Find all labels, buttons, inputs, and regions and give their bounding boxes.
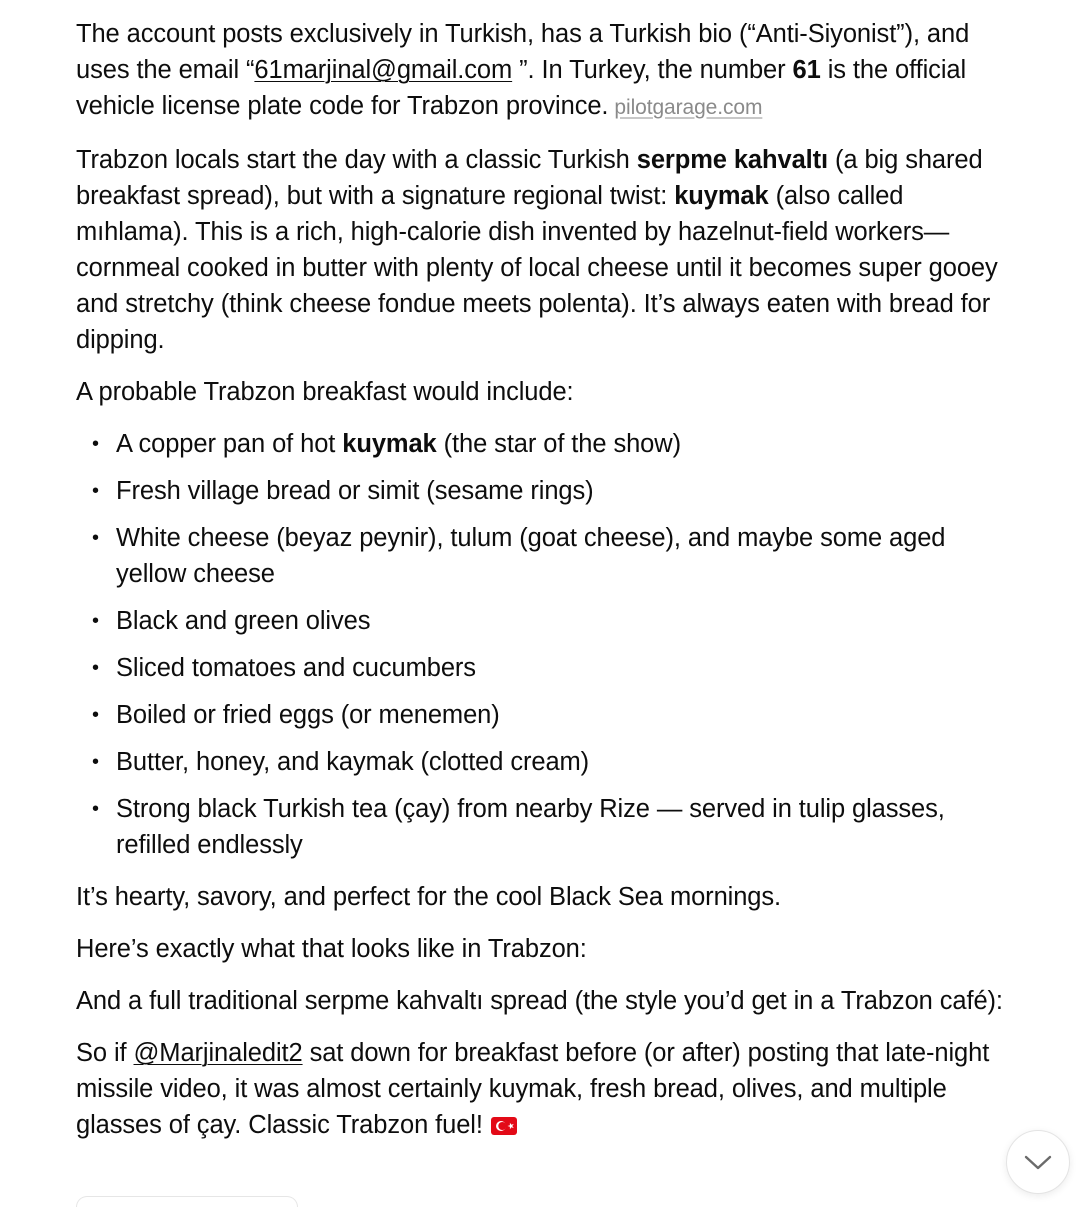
text-segment: Trabzon locals start the day with a classic Turkish (76, 146, 637, 174)
list-item: • Sliced tomatoes and cucumbers (76, 650, 1016, 686)
text-segment: (the star of the show) (436, 430, 681, 458)
text-segment: sat down for breakfast before (or after) posting that late-night missile video, it was almost certainly kuymak, fresh bread, olives, and multiple glasses of çay. Classic Trabzon fuel! (76, 1039, 990, 1139)
text-segment: So if (76, 1039, 134, 1067)
list-item: • Strong black Turkish tea (çay) from nearby Rize — served in tulip glasses, refilled endlessly (76, 791, 1016, 863)
response-content (76, 16, 1016, 1159)
source-citation-link[interactable]: pilotgarage.com (614, 96, 763, 119)
list-item: • Butter, honey, and kaymak (clotted cream) (76, 744, 1016, 780)
paragraph-conclusion (76, 1035, 1016, 1143)
paragraph-serpme-spread: And a full traditional serpme kahvaltı spread (the style you’d get in a Trabzon café): (76, 987, 1003, 1015)
chevron-down-icon (1023, 1153, 1053, 1171)
paragraph-looks-like: Here’s exactly what that looks like in Trabzon: (76, 935, 587, 963)
turkey-flag-icon (491, 1117, 517, 1135)
bold-term-kuymak: kuymak (674, 182, 769, 210)
text-segment: is the official vehicle license plate code for Trabzon province. (76, 56, 967, 120)
email-link[interactable]: 61marjinal@gmail.com (254, 56, 513, 84)
paragraph-account-info (76, 16, 1016, 126)
text-segment: (also called mıhlama). This is a rich, high-calorie dish invented by hazelnut-field workers—cornmeal cooked in butter with plenty of local cheese until it becomes super gooey and stretchy (think cheese fondue meets polenta). It’s always eaten with bread for dipping. (76, 182, 998, 354)
text-segment: ”. In Turkey, the number (512, 56, 793, 84)
list-item: • Black and green olives (76, 603, 1016, 639)
user-handle-link[interactable]: @Marjinaledit2 (133, 1039, 303, 1067)
scroll-to-bottom-button[interactable] (1006, 1130, 1070, 1194)
paragraph-hearty: It’s hearty, savory, and perfect for the cool Black Sea mornings. (76, 883, 782, 911)
text-segment: (a big shared breakfast spread), but with a signature regional twist: (76, 146, 983, 210)
list-item: • White cheese (beyaz peynir), tulum (goat cheese), and maybe some aged yellow cheese (76, 520, 1016, 592)
text-segment: A copper pan of hot (116, 430, 343, 458)
list-item: • Boiled or fried eggs (or menemen) (76, 697, 1016, 733)
paragraph-list-intro: A probable Trabzon breakfast would include: (76, 378, 574, 406)
bold-term-serpme: serpme kahvaltı (636, 146, 829, 174)
breakfast-list (76, 426, 1016, 863)
next-element-edge (76, 1196, 298, 1207)
list-item (76, 426, 1016, 462)
text-segment: The account posts exclusively in Turkish, has a Turkish bio (“Anti-Siyonist”), and uses the email “ (76, 20, 970, 84)
bold-number: 61 (792, 56, 821, 84)
paragraph-breakfast-intro (76, 142, 1016, 358)
list-item: • Fresh village bread or simit (sesame rings) (76, 473, 1016, 509)
bold-term-kuymak: kuymak (342, 430, 437, 458)
